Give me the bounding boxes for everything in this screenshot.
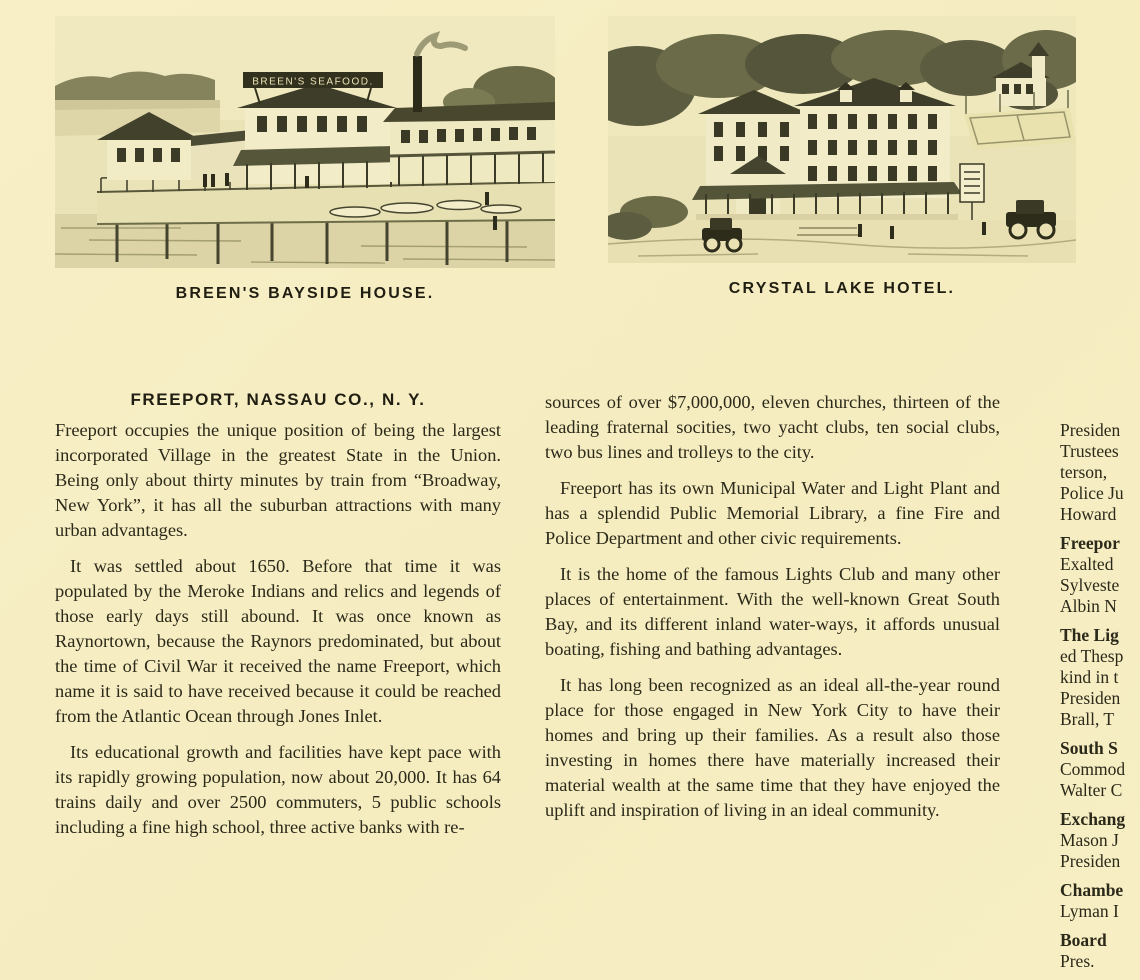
crystal-lake-hotel-illustration [608, 16, 1076, 263]
paragraph-middle-4: It has long been recognized as an ideal all-the-year round place for those engaged in New York City to have their homes and bring up their families. As a result also those investing in homes there have materially increased their material wealth at the same time that they have enjoyed the uplift and inspiration of living in an ideal community. [545, 675, 1000, 820]
text-fragment: The Lig [1060, 625, 1119, 645]
paragraph-left-2: It was settled about 1650. Before that time it was populated by the Meroke Indians and relics and legends of those early days still abound. It was once known as Raynortown, because the Raynors predominated, but about the time of Civil War it received the name Freeport, which name it is said to have received because it could be reached from the Atlantic Ocean through Jones Inlet. [55, 556, 501, 726]
text-fragment: Albin N [1060, 596, 1117, 616]
paragraph-left-3: Its educational growth and facilities have kept pace with its rapidly growing population, now about 20,000. It has 64 trains daily and over 2500 commuters, 5 public schools including a fine high school, three active banks with re- [55, 742, 501, 837]
breens-bayside-house-illustration [55, 16, 555, 268]
text-fragment: terson, [1060, 462, 1108, 482]
directory-group-6 [1060, 880, 1140, 922]
paragraph-middle-3: It is the home of the famous Lights Club and many other places of entertainment. With the well-known Great South Bay, and its different inland water-ways, it affords unusual boating, fishing and bathing advantages. [545, 564, 1000, 659]
rooftop-sign-text: BREEN'S SEAFOOD. [252, 76, 374, 88]
text-fragment: Mason J [1060, 830, 1119, 850]
paragraph-left-1: Freeport occupies the unique position of being the largest incorporated Village in the greatest State in the Union. Being only about thirty minutes by train from “Broadway, New York”, it has all the suburban attractions with many urban advantages. [55, 420, 501, 540]
text-fragment: Presiden [1060, 851, 1121, 871]
article-heading: FREEPORT, NASSAU CO., N. Y. [130, 390, 426, 409]
text-fragment: Howard [1060, 504, 1117, 524]
column-right-clipped [1060, 420, 1140, 980]
column-middle [545, 390, 1000, 823]
smokestack [413, 56, 422, 112]
text-fragment: Brall, T [1060, 709, 1115, 729]
text-fragment: Chambe [1060, 880, 1124, 900]
text-fragment: Sylveste [1060, 575, 1120, 595]
figures-row [55, 16, 1076, 303]
text-fragment: kind in t [1060, 667, 1119, 687]
paragraph-middle-2: Freeport has its own Municipal Water and Light Plant and has a splendid Public Memorial Library, a fine Fire and Police Department and other civic requirements. [545, 478, 1000, 548]
paragraph-middle-1: sources of over $7,000,000, eleven churches, thirteen of the leading fraternal socities, two yacht clubs, ten social clubs, two bus lines and trolleys to the city. [545, 392, 1000, 462]
directory-group-5 [1060, 809, 1140, 872]
directory-group-4 [1060, 738, 1140, 801]
text-fragment: Presiden [1060, 420, 1121, 440]
directory-group-7 [1060, 930, 1140, 972]
text-fragment: Walter C [1060, 780, 1123, 800]
figure-crystal-lake-hotel [608, 16, 1076, 303]
text-fragment: Presiden [1060, 688, 1121, 708]
text-fragment: ed Thesp [1060, 646, 1124, 666]
text-fragment: Pres. [1060, 951, 1095, 971]
directory-group-1 [1060, 420, 1140, 525]
article-body [55, 390, 1140, 980]
text-fragment: South S [1060, 738, 1118, 758]
text-fragment: Lyman I [1060, 901, 1119, 921]
text-fragment: Commod [1060, 759, 1126, 779]
directory-group-2 [1060, 533, 1140, 617]
figure-breens-bayside-house [55, 16, 555, 303]
text-fragment: Exalted [1060, 554, 1114, 574]
column-left [55, 390, 501, 840]
text-fragment: Trustees [1060, 441, 1119, 461]
caption-breens-bayside-house: BREEN'S BAYSIDE HOUSE. [175, 285, 435, 302]
text-fragment: Police Ju [1060, 483, 1124, 503]
directory-group-3 [1060, 625, 1140, 730]
text-fragment: Freepor [1060, 533, 1120, 553]
hotel-sign-board [960, 164, 984, 202]
text-fragment: Exchang [1060, 809, 1126, 829]
text-fragment: Board [1060, 930, 1107, 950]
caption-crystal-lake-hotel: CRYSTAL LAKE HOTEL. [728, 280, 956, 297]
